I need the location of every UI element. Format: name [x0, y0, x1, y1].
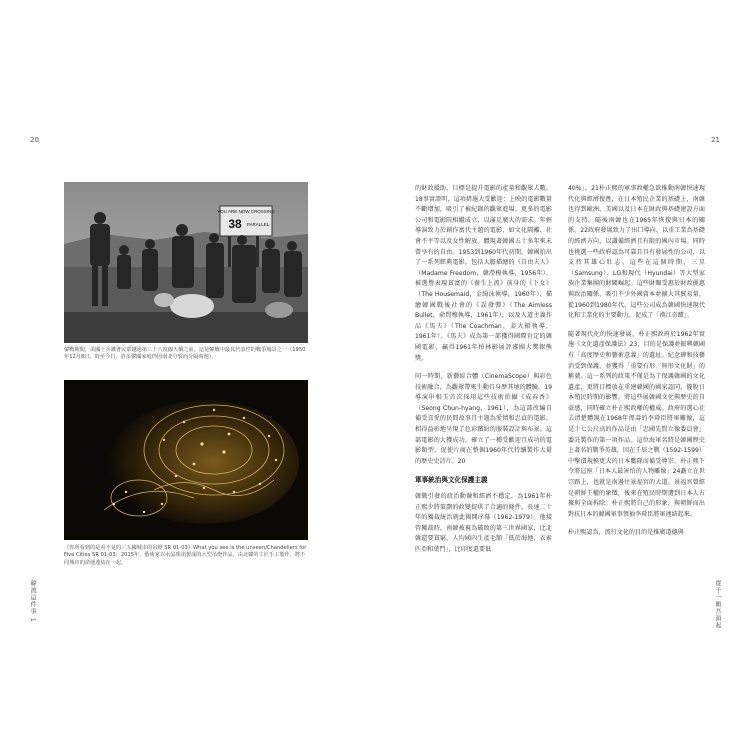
sign-line-3: PARALLEL	[246, 222, 270, 227]
photo-chandelier-image	[64, 380, 308, 540]
section-heading: 軍事統治與文化保護主義	[415, 476, 488, 485]
running-label-right: 從千一顆吾頭起	[714, 580, 721, 629]
running-label-left: 韓流這件事 1	[29, 580, 36, 623]
sign-line-2: 38	[228, 217, 242, 231]
paragraph: 同一時期，新藝綜合體（CinemaScope）與彩色技術融合，為觀眾帶來生動且身歷其境的體驗。19導演申相玉首次採用這些技術拍攝《成春香》（Seong Chun-hyang，1961），為這部改編自備受喜愛的民間故事且主題為愛情和忠貞的電影，相得益彰地呈現了色彩繽紛的服裝設計與布景。這部電影的大獲成功，確立了一種受歡迎且成功的電影類型，促使片商在整個1960年代持續製作大量的歷史史詩片。20	[415, 373, 552, 465]
photo-caption-2: 《你所看到的是看不見的／五國城市的吊燈 SR 01-03》What you see is the unseen/Chandeliers for Five Cities SR 01-03，2015年。藝術家以水晶珠串製成的大型吊燈作品，由北韓的工匠手工製作，將不同城市的命運連結在一起。	[64, 545, 307, 566]
paragraph: 的財政援助，目標是提升電影的產量和觀眾人數。18事實證明，這項措施大受歡迎：上映的電影數量不斷增加，吸引了被紀錄的觀眾進場。更多的電影公司和電影院相繼成立，以滿足廣大的需求。年輕導演致力於創作富代主題的電影，如文化隔離、社會不平等以及女性解放。體現著韓國五十多年來未曾享有的自由。1953到1960年代初期，韓國拍出了一系列經典電影，包括大膽描繪的《自由夫人》（Madame Freedom，韓瀅模執導，1956年）、被選譽表現貧富的《養生上流》前身的《下女》（The Housemaid，金綺泳執導，1960年）、描繪韓國戰後社會的《誤發彈》（The Aimless Bullet，俞賢穆執導，1961年），以及人道主義作品《馬夫》（The Coachman，姜大振執導，1961年）。《馬夫》成為第一部獲得國際肯定的韓國電影，贏得1961年柏林影展評審團大獎銀熊獎。	[415, 185, 552, 362]
paragraph: 40%」。21朴正熙的軍事政權急欲推動南韓快速現代化與經濟復甦，在日本殖民企業的基礎上，南韓也得到歐洲、美國以及日本在財政與基礎建設方面的支持。隨後南韓也在1965年恢復與日本的關係。22政府發展致力了出口導向、以重工業為基礎的經濟方向，以識備經濟且有限的國內市場。同時也挑選一些政府認為可靠且具有發展性的公司，以支持其雄心壯志。這些在這個時期，三星（Samsung）、LG和現代（Hyundai）等大型家族企業集團的財閥崛起。這些財閥受惠於財政優惠與政治關係，吸引不少外國資本並擴大其貿易量，從1960到1980年代，這些公司成為韓國快速現代化和工業化的主要動力，促成了「漢江奇蹟」。	[568, 185, 705, 320]
paragraph: 朴正熙認為，流行文化的目的是推廣道德與	[568, 529, 684, 537]
photo-caption-1: 韓戰期間，美國士兵護著民眾越過第三十八度線大橋之前。這是韓戰中最具代表性的戰爭場景之一（1950年12月8日，時至今日，許多韓國家庭仍因南北分裂而分隔兩地）。	[64, 347, 306, 361]
page-number-right: 21	[711, 136, 720, 144]
text-column-right	[568, 184, 705, 547]
paragraph: 隨著現代化的快速發展，朴正熙政府於1962年實施《文化遺產保護法》23，目的是保護並振興韓國有「高度歷史和藝術意義」的遺址。紀念碑和技藝消受到保護，並獲得「重要有形／無形文化財」的稱號。這一系列的政策不僅是為了保護韓國的文化遺產，更將目標放在重建韓國的國家認同，擺脫日本殖民時期的影響。將這些展韓國文化與歷史的自豪感，同時確立朴正熙政權的權威。政府的選心社去清楚體現在1968年偉壽的李舜臣將軍雕像，這是十七公尺高的作品是由「忠國先賢立像委員會」委託製作的第一項作品。這位海軍名將是韓國歷史上著名的戰爭英雄，因在壬辰之戰（1592-1599）中擊潰規模更大的日本艦隊而備受尊崇。朴正熙下令將這座「日本人最害怕的人物雕像」24矗立在世宗路上，也就是南邊往景福宮的大道。景福宮曾經是朝鮮王權的象徵，後來在殖民時期遭到日本人占據與全面拆除。朴正熙將自己的形象，與朝鮮而出對抗日本的韓國軍事領袖李舜臣將軍連結起來。	[568, 330, 705, 518]
text-column-middle	[415, 184, 552, 564]
photo-38th-parallel-image	[64, 182, 308, 343]
photo-38th-parallel	[64, 182, 308, 343]
paragraph: 韓戰引發的政治動盪和經濟不穩定，為1961年朴正熙少將策劃的政變提供了合適的條件。長達二十年的獨裁統治就此揭開序幕（1962-1979）。他接管獨裁時，南韓被視為破敗的第三世界國家，比北韓還要貧窮，人均國內生產毛額「低於海地、衣索匹亞和葉門」，比印度還要低	[415, 493, 552, 553]
page-number-left: 20	[30, 136, 39, 144]
sign-line-1: YOU ARE NOW CROSSING	[217, 209, 275, 214]
photo-chandelier	[64, 380, 308, 540]
